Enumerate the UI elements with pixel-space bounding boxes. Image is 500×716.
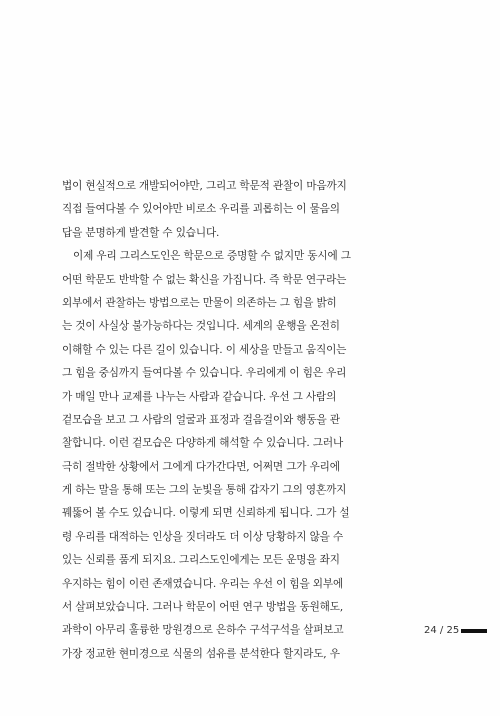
- text-line: 는 것이 사실상 불가능하다는 것입니다. 세계의 운행을 온전히: [62, 320, 340, 333]
- text-line: 이해할 수 있는 다른 길이 있습니다. 이 세상을 만들고 움직이는: [62, 343, 347, 356]
- body-text: [62, 175, 392, 666]
- text-line: 극히 절박한 상황에서 그에게 다가간다면, 어쩌면 그가 우리에: [62, 460, 340, 473]
- text-line: 서 살펴보았습니다. 그러나 학문이 어떤 연구 방법을 동원해도,: [62, 601, 344, 614]
- text-line: 가장 정교한 현미경으로 식물의 섬유를 분석한다 할지라도, 우: [62, 647, 340, 660]
- text-line: 찰합니다. 이런 겉모습은 다양하게 해석할 수 있습니다. 그러나: [62, 437, 344, 450]
- text-line: 꿰뚫어 볼 수도 있습니다. 이렇게 되면 신뢰하게 됩니다. 그가 설: [62, 507, 350, 520]
- text-line: 외부에서 관찰하는 방법으로는 만물이 의존하는 그 힘을 밝히: [62, 296, 337, 309]
- text-line: 어떤 학문도 반박할 수 없는 확신을 가집니다. 즉 학문 연구라는: [62, 273, 347, 286]
- text-line: 가 매일 만나 교제를 나누는 사람과 같습니다. 우선 그 사람의: [62, 390, 337, 403]
- text-line: 령 우리를 대적하는 인상을 짓더라도 더 이상 당황하지 않을 수: [62, 530, 344, 543]
- page-number: 24 / 25: [424, 625, 460, 636]
- text-line: 이제 우리 그리스도인은 학문으로 증명할 수 없지만 동시에 그: [73, 250, 351, 263]
- text-line: 과학이 아무리 훌륭한 망원경으로 은하수 구석구석을 살펴보고: [62, 624, 344, 637]
- text-line: 직접 들여다볼 수 있어야만 비로소 우리를 괴롭히는 이 물음의: [62, 203, 340, 216]
- page-marker-bar: [461, 629, 487, 633]
- text-line: 겉모습을 보고 그 사람의 얼굴과 표정과 걸음걸이와 행동을 관: [62, 413, 340, 426]
- text-line: 우지하는 힘이 이런 존재였습니다. 우리는 우선 이 힘을 외부에: [62, 577, 344, 590]
- text-line: 게 하는 말을 통해 또는 그의 눈빛을 통해 갑자기 그의 영혼까지: [62, 484, 347, 497]
- text-line: 있는 신뢰를 품게 되지요. 그리스도인에게는 모든 운명을 좌지: [62, 554, 340, 567]
- text-line: 법이 현실적으로 개발되어야만, 그리고 학문적 관찰이 마음까지: [62, 180, 347, 192]
- text-line: 그 힘을 중심까지 들여다볼 수 있습니다. 우리에게 이 힘은 우리: [62, 367, 347, 380]
- text-line: 답을 분명하게 발견할 수 있습니다.: [62, 226, 220, 239]
